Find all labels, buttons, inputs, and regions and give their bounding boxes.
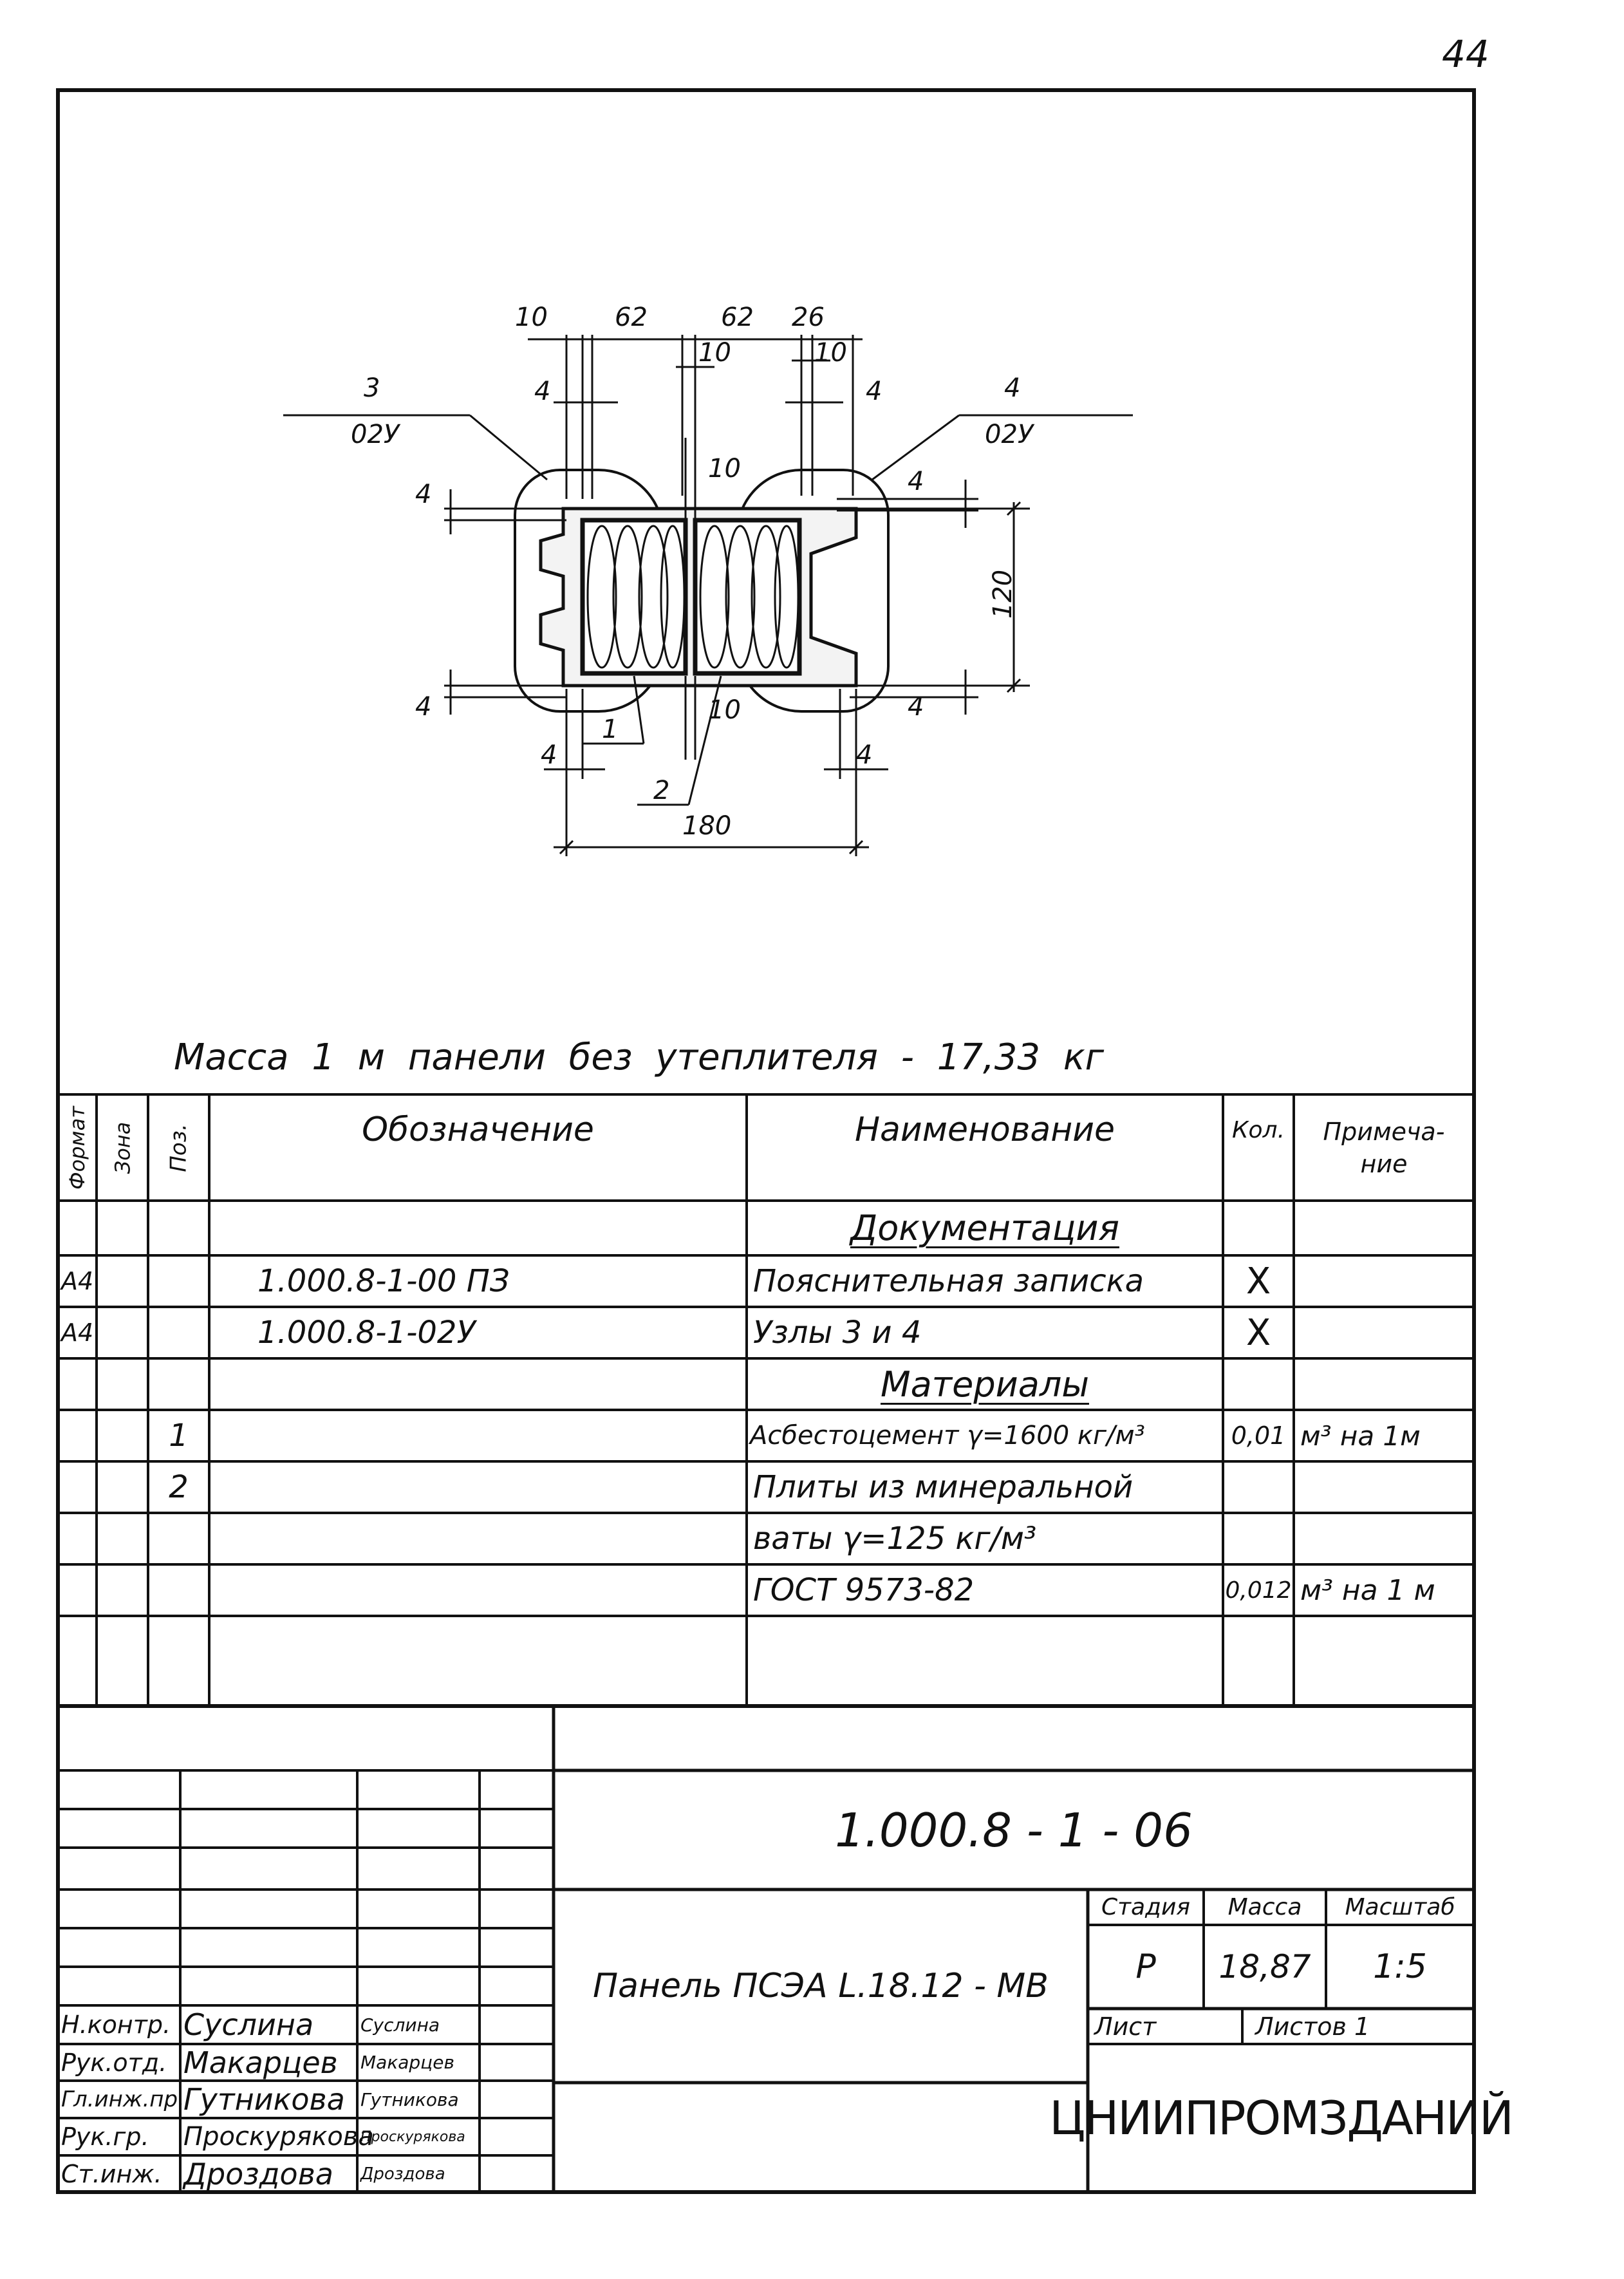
doc-name: Панель ПСЭА L.18.12 - МВ — [593, 1967, 1049, 2005]
section-materials: Материалы — [881, 1364, 1089, 1405]
dim-10-inner: 10 — [708, 454, 741, 483]
signature-3: Гутникова — [360, 2088, 459, 2110]
row2-format: А4 — [61, 1318, 94, 1347]
dim-4-bottom-left: 4 — [541, 740, 557, 770]
row4-pos: 2 — [169, 1469, 189, 1505]
signature-1: Суслина — [360, 2014, 440, 2036]
callout-right-number: 4 — [1004, 373, 1021, 403]
dim-10-mid: 10 — [698, 338, 731, 368]
role-3: Гл.инж.пр. — [61, 2087, 185, 2112]
dim-4-left-top: 4 — [415, 480, 432, 509]
row3-note: м³ на 1м — [1300, 1420, 1421, 1452]
row3-pos: 1 — [169, 1418, 189, 1454]
row1-name: Пояснительная записка — [753, 1263, 1144, 1299]
callout-right-ref: 02У — [985, 420, 1034, 449]
row5-name: ваты γ=125 кг/м³ — [753, 1521, 1037, 1557]
role-4: Рук.гр. — [61, 2123, 149, 2151]
signature-5: Дроздова — [360, 2164, 445, 2184]
header-name: Наименование — [854, 1111, 1115, 1149]
position-2-label: 2 — [653, 776, 670, 805]
mass-note: Масса 1 м панели без утеплителя - 17,33 кг — [174, 1036, 1105, 1078]
header-note: Примеча-ние — [1323, 1117, 1445, 1178]
callout-left-ref: 02У — [351, 420, 400, 449]
row6-name: ГОСТ 9573-82 — [753, 1572, 975, 1608]
dim-10-top: 10 — [515, 303, 548, 332]
dim-62-b: 62 — [721, 303, 754, 332]
row2-name: Узлы 3 и 4 — [753, 1315, 922, 1351]
row3-name: Асбестоцемент γ=1600 кг/м³ — [750, 1421, 1145, 1450]
row6-qty: 0,012 — [1225, 1577, 1292, 1604]
person-2: Макарцев — [183, 2045, 338, 2080]
header-format: Формат — [65, 1105, 90, 1190]
header-pos: Поз. — [165, 1123, 192, 1172]
dim-180: 180 — [682, 811, 732, 841]
scale-value: 1:5 — [1373, 1947, 1427, 1986]
dim-10-right: 10 — [814, 338, 847, 368]
signature-4: Проскурякова — [360, 2128, 465, 2145]
scale-label: Масштаб — [1345, 1894, 1455, 1920]
sheets-label: Листов 1 — [1255, 2012, 1370, 2041]
role-5: Ст.инж. — [61, 2159, 162, 2188]
dim-4-right-top: 4 — [908, 467, 924, 496]
row2-designation: 1.000.8-1-02У — [257, 1315, 476, 1351]
dim-4-bottom-right: 4 — [856, 740, 873, 770]
row4-name: Плиты из минеральной — [753, 1469, 1134, 1505]
page-number: 44 — [1442, 32, 1489, 76]
dim-4-top-left: 4 — [534, 377, 551, 406]
callout-left-number: 3 — [364, 373, 380, 403]
header-qty: Кол. — [1231, 1116, 1285, 1143]
section-documentation: Документация — [850, 1208, 1119, 1248]
row3-qty: 0,01 — [1231, 1421, 1286, 1450]
header-zone: Зона — [110, 1121, 135, 1174]
person-4: Проскурякова — [183, 2122, 374, 2152]
signature-2: Макарцев — [360, 2052, 454, 2073]
row1-qty: X — [1246, 1260, 1271, 1302]
dim-62-a: 62 — [615, 303, 648, 332]
mass-value: 18,87 — [1218, 1948, 1311, 1985]
panel-section — [515, 470, 888, 711]
dim-120: 120 — [988, 569, 1018, 619]
stage-value: Р — [1135, 1947, 1156, 1986]
dim-4-right-bottom: 4 — [908, 692, 924, 722]
position-1-label: 1 — [602, 715, 619, 744]
stage-label: Стадия — [1101, 1894, 1191, 1920]
person-3: Гутникова — [183, 2082, 345, 2117]
dim-10-lower: 10 — [708, 695, 741, 725]
mass-label: Масса — [1227, 1894, 1302, 1920]
doc-code: 1.000.8 - 1 - 06 — [835, 1803, 1193, 1857]
person-5: Дроздова — [183, 2156, 333, 2191]
dim-4-left-bottom: 4 — [415, 692, 432, 722]
row2-qty: X — [1246, 1311, 1271, 1354]
role-1: Н.контр. — [61, 2011, 171, 2039]
dim-4-top-right: 4 — [866, 377, 882, 406]
row1-format: А4 — [61, 1267, 94, 1295]
organization: ЦНИИПРОМЗДАНИЙ — [1049, 2091, 1513, 2145]
role-2: Рук.отд. — [61, 2048, 167, 2077]
dim-26: 26 — [792, 303, 825, 332]
person-1: Суслина — [183, 2007, 314, 2042]
row1-designation: 1.000.8-1-00 ПЗ — [257, 1263, 510, 1299]
row6-note: м³ на 1 м — [1300, 1573, 1435, 1607]
header-designation: Обозначение — [362, 1111, 594, 1149]
sheet-label: Лист — [1094, 2012, 1157, 2041]
